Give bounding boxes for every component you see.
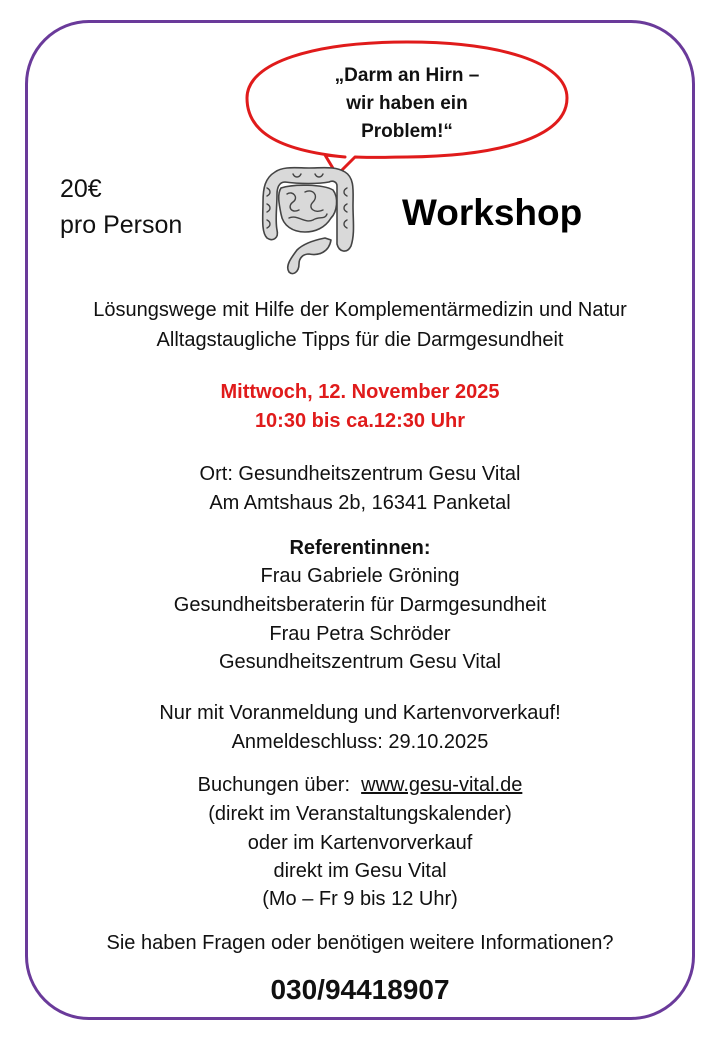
booking-detail: (Mo – Fr 9 bis 12 Uhr) (262, 888, 458, 910)
booking-link[interactable]: www.gesu-vital.de (361, 774, 523, 796)
booking-detail: oder im Kartenvorverkauf (247, 832, 473, 854)
price-amount: 20€ (60, 175, 102, 203)
speech-line: „Darm an Hirn – (334, 65, 480, 86)
price-info (60, 171, 182, 243)
location-line: Ort: Gesundheitszentrum Gesu Vital (199, 463, 521, 485)
speaker-line: Gesundheitszentrum Gesu Vital (218, 651, 501, 673)
intro-line: Alltagstaugliche Tipps für die Darmgesundheit (156, 329, 564, 351)
speaker-line: Frau Gabriele Gröning (260, 565, 460, 587)
booking-prefix: Buchungen über: (197, 774, 362, 796)
phone-number: 030/94418907 (270, 974, 450, 1005)
registration-note: Nur mit Voranmeldung und Kartenvorverkauf! (159, 702, 561, 724)
speech-line: Problem!“ (361, 121, 453, 142)
speech-bubble-text (245, 62, 569, 146)
event-date: Mittwoch, 12. November 2025 (220, 381, 500, 403)
booking-line (0, 770, 720, 800)
speech-line: wir haben ein (346, 93, 468, 114)
speaker-line: Frau Petra Schröder (269, 623, 451, 645)
registration-deadline: Anmeldeschluss: 29.10.2025 (231, 731, 489, 753)
booking-detail: direkt im Gesu Vital (273, 860, 447, 882)
event-time: 10:30 bis ca.12:30 Uhr (254, 410, 466, 432)
intro-line: Lösungswege mit Hilfe der Komplementärmedizin und Natur (93, 299, 627, 321)
booking-detail: (direkt im Veranstaltungskalender) (208, 803, 512, 825)
questions-line: Sie haben Fragen oder benötigen weitere Informationen? (106, 932, 614, 954)
speaker-line: Gesundheitsberaterin für Darmgesundheit (173, 594, 547, 616)
location-address: Am Amtshaus 2b, 16341 Panketal (209, 492, 511, 514)
intestine-icon (253, 158, 361, 280)
price-unit: pro Person (60, 211, 183, 239)
speech-bubble (245, 40, 569, 160)
headline: Workshop (402, 192, 583, 233)
speakers-heading: Referentinnen: (289, 537, 431, 559)
